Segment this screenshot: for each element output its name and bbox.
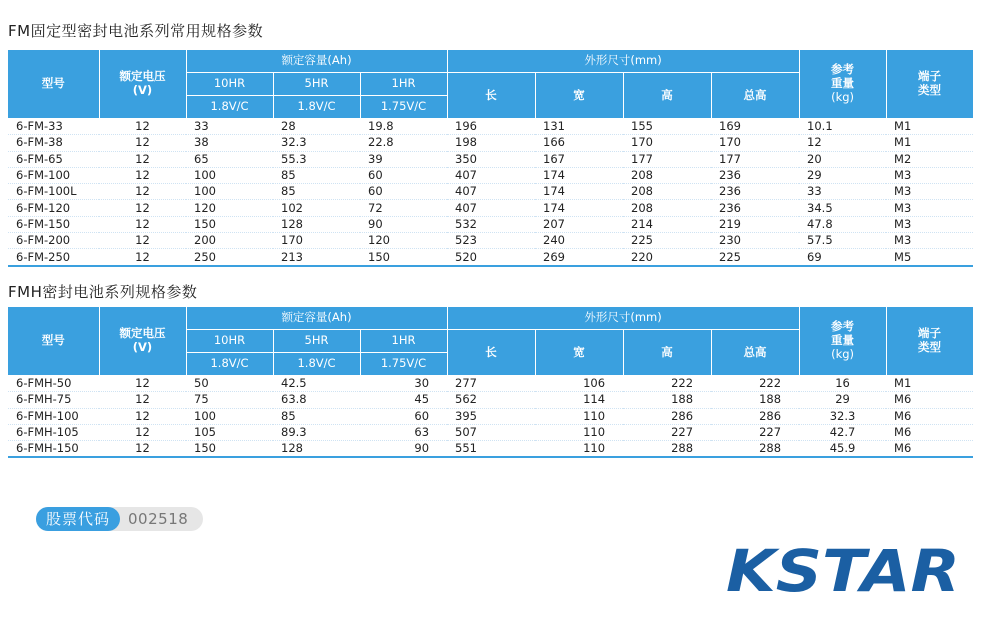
table-cell: 45 — [360, 392, 447, 408]
header-voltage-unit: (V) — [132, 340, 153, 354]
table-cell: 69 — [799, 249, 886, 266]
table-cell: 38 — [186, 135, 273, 151]
table-cell: 236 — [711, 200, 799, 216]
table-cell: 219 — [711, 216, 799, 232]
header-rate-1hr: 1HR — [360, 73, 447, 96]
table-cell: 150 — [186, 216, 273, 232]
table-cell: 198 — [447, 135, 535, 151]
table-cell: 128 — [273, 441, 360, 458]
table1-title: FM固定型密封电池系列常用规格参数 — [8, 22, 264, 40]
table-cell: 6-FMH-100 — [8, 408, 99, 424]
header-length: 长 — [447, 73, 535, 119]
table-cell: 90 — [360, 216, 447, 232]
header-terminal-l1: 端子 — [918, 69, 942, 84]
table-cell: 286 — [711, 408, 799, 424]
header-endvolt-10hr: 1.8V/C — [186, 353, 273, 376]
table-cell: 110 — [535, 424, 623, 440]
table-row — [8, 184, 973, 200]
table-cell: 100 — [186, 184, 273, 200]
table-cell: 12 — [99, 249, 186, 266]
table-cell: 12 — [799, 135, 886, 151]
table-row — [8, 249, 973, 266]
table-cell: 177 — [711, 151, 799, 167]
header-terminal-l1: 端子 — [918, 326, 942, 341]
table-cell: 106 — [535, 376, 623, 392]
header-voltage — [99, 50, 186, 119]
table-cell: 47.8 — [799, 216, 886, 232]
stock-code-label: 股票代码 — [36, 507, 120, 531]
table-cell: 196 — [447, 119, 535, 135]
table-cell: 6-FM-200 — [8, 233, 99, 249]
table-cell: M5 — [886, 249, 973, 266]
table-cell: 174 — [535, 184, 623, 200]
table-cell: 170 — [273, 233, 360, 249]
header-endvolt-10hr: 1.8V/C — [186, 96, 273, 119]
table-cell: 114 — [535, 392, 623, 408]
table-cell: M1 — [886, 376, 973, 392]
table-cell: 520 — [447, 249, 535, 266]
table-cell: 100 — [186, 408, 273, 424]
table-cell: 166 — [535, 135, 623, 151]
table-cell: 85 — [273, 184, 360, 200]
table-cell: 286 — [623, 408, 711, 424]
table-cell: 208 — [623, 184, 711, 200]
table-cell: 60 — [360, 167, 447, 183]
table-cell: M2 — [886, 151, 973, 167]
table-cell: 90 — [360, 441, 447, 458]
header-rate-10hr: 10HR — [186, 73, 273, 96]
header-terminal — [886, 50, 973, 119]
table-cell: 407 — [447, 200, 535, 216]
header-capacity: 额定容量(Ah) — [186, 307, 447, 330]
table-cell: 33 — [799, 184, 886, 200]
table-cell: 32.3 — [273, 135, 360, 151]
table-cell: 150 — [186, 441, 273, 458]
header-terminal-l2: 类型 — [918, 340, 942, 354]
table-row — [8, 167, 973, 183]
table-cell: 12 — [99, 216, 186, 232]
table-cell: 225 — [623, 233, 711, 249]
header-weight — [799, 50, 886, 119]
table-cell: 227 — [623, 424, 711, 440]
table-cell: 6-FMH-150 — [8, 441, 99, 458]
header-terminal-l2: 类型 — [918, 83, 942, 97]
table-cell: 85 — [273, 167, 360, 183]
table-cell: 75 — [186, 392, 273, 408]
table-cell: 225 — [711, 249, 799, 266]
header-weight-l3: (kg) — [831, 89, 855, 104]
table-cell: M3 — [886, 167, 973, 183]
header-voltage — [99, 307, 186, 376]
table-cell: 89.3 — [273, 424, 360, 440]
table-cell: 110 — [535, 408, 623, 424]
table-cell: 240 — [535, 233, 623, 249]
table-cell: 30 — [360, 376, 447, 392]
table-cell: 236 — [711, 184, 799, 200]
header-width: 宽 — [535, 73, 623, 119]
table-cell: 12 — [99, 376, 186, 392]
table-cell: 60 — [360, 408, 447, 424]
table-cell: 32.3 — [799, 408, 886, 424]
table-cell: 6-FM-33 — [8, 119, 99, 135]
table-row — [8, 135, 973, 151]
table-cell: 6-FM-150 — [8, 216, 99, 232]
table-cell: 39 — [360, 151, 447, 167]
table-cell: M6 — [886, 441, 973, 458]
table-cell: 150 — [360, 249, 447, 266]
table-cell: 214 — [623, 216, 711, 232]
table-row — [8, 408, 973, 424]
table-cell: 269 — [535, 249, 623, 266]
table-cell: 177 — [623, 151, 711, 167]
header-total-height: 总高 — [711, 330, 799, 376]
table-cell: 110 — [535, 441, 623, 458]
header-weight-l2: 重量 — [831, 333, 855, 348]
table-row — [8, 441, 973, 458]
stock-code-value: 002518 — [128, 510, 189, 528]
table-cell: 100 — [186, 167, 273, 183]
header-voltage-label: 额定电压 — [119, 326, 166, 341]
table-cell: 407 — [447, 167, 535, 183]
header-endvolt-5hr: 1.8V/C — [273, 353, 360, 376]
header-weight-l1: 参考 — [831, 319, 855, 334]
table-cell: 227 — [711, 424, 799, 440]
table-cell: 50 — [186, 376, 273, 392]
logo-text: KSTAR — [726, 541, 960, 597]
table-cell: 105 — [186, 424, 273, 440]
header-model: 型号 — [8, 307, 99, 376]
table-cell: 57.5 — [799, 233, 886, 249]
header-endvolt-5hr: 1.8V/C — [273, 96, 360, 119]
fm-table-body — [8, 119, 973, 266]
table-cell: 222 — [711, 376, 799, 392]
table2-title: FMH密封电池系列规格参数 — [8, 283, 198, 301]
table-cell: 131 — [535, 119, 623, 135]
table-cell: 288 — [623, 441, 711, 458]
table-cell: 55.3 — [273, 151, 360, 167]
header-weight-l2: 重量 — [831, 76, 855, 91]
table-row — [8, 392, 973, 408]
table-cell: 250 — [186, 249, 273, 266]
table-cell: 6-FMH-50 — [8, 376, 99, 392]
table-cell: 12 — [99, 184, 186, 200]
table-cell: 6-FMH-75 — [8, 392, 99, 408]
table-cell: 12 — [99, 167, 186, 183]
kstar-logo — [726, 541, 962, 597]
header-voltage-unit: (V) — [132, 83, 153, 97]
fm-spec-table — [8, 50, 974, 267]
table-cell: 33 — [186, 119, 273, 135]
stock-code-badge — [36, 507, 203, 531]
header-width: 宽 — [535, 330, 623, 376]
table-cell: M6 — [886, 392, 973, 408]
header-rate-5hr: 5HR — [273, 73, 360, 96]
table-cell: 222 — [623, 376, 711, 392]
header-terminal — [886, 307, 973, 376]
table-cell: 12 — [99, 441, 186, 458]
table-cell: 12 — [99, 408, 186, 424]
table-cell: 288 — [711, 441, 799, 458]
header-weight-l3: (kg) — [831, 346, 855, 361]
table-cell: 6-FMH-105 — [8, 424, 99, 440]
table-cell: 22.8 — [360, 135, 447, 151]
table-row — [8, 151, 973, 167]
table-cell: 350 — [447, 151, 535, 167]
table-cell: 19.8 — [360, 119, 447, 135]
table-cell: 12 — [99, 392, 186, 408]
table-cell: 120 — [186, 200, 273, 216]
table-cell: M3 — [886, 200, 973, 216]
table-cell: 551 — [447, 441, 535, 458]
table-cell: 169 — [711, 119, 799, 135]
header-endvolt-1hr: 1.75V/C — [360, 96, 447, 119]
table-cell: 12 — [99, 119, 186, 135]
table-cell: 63 — [360, 424, 447, 440]
header-height: 高 — [623, 73, 711, 119]
table-cell: 188 — [711, 392, 799, 408]
table-cell: 20 — [799, 151, 886, 167]
table-cell: 170 — [711, 135, 799, 151]
table-cell: 407 — [447, 184, 535, 200]
table-cell: M6 — [886, 424, 973, 440]
table-cell: 207 — [535, 216, 623, 232]
table-cell: 45.9 — [799, 441, 886, 458]
table-cell: M1 — [886, 135, 973, 151]
table-cell: 12 — [99, 424, 186, 440]
table-cell: 42.7 — [799, 424, 886, 440]
header-rate-10hr: 10HR — [186, 330, 273, 353]
table-cell: 507 — [447, 424, 535, 440]
table-cell: 6-FM-120 — [8, 200, 99, 216]
table-row — [8, 424, 973, 440]
table-cell: 208 — [623, 200, 711, 216]
table-cell: 12 — [99, 151, 186, 167]
table-cell: 12 — [99, 200, 186, 216]
table-cell: M6 — [886, 408, 973, 424]
table-cell: 170 — [623, 135, 711, 151]
table-cell: 29 — [799, 392, 886, 408]
header-dimensions: 外形尺寸(mm) — [447, 307, 799, 330]
table-cell: 16 — [799, 376, 886, 392]
table-cell: 63.8 — [273, 392, 360, 408]
header-voltage-label: 额定电压 — [119, 69, 166, 84]
header-rate-1hr: 1HR — [360, 330, 447, 353]
table-cell: 532 — [447, 216, 535, 232]
table-cell: 120 — [360, 233, 447, 249]
table-cell: 6-FM-65 — [8, 151, 99, 167]
table-cell: 230 — [711, 233, 799, 249]
table-cell: 167 — [535, 151, 623, 167]
table-cell: 42.5 — [273, 376, 360, 392]
header-weight — [799, 307, 886, 376]
table-cell: 12 — [99, 135, 186, 151]
header-length: 长 — [447, 330, 535, 376]
table-cell: 188 — [623, 392, 711, 408]
table-cell: 155 — [623, 119, 711, 135]
table-cell: 6-FM-100L — [8, 184, 99, 200]
table-cell: 6-FM-250 — [8, 249, 99, 266]
table-cell: 6-FM-100 — [8, 167, 99, 183]
table-cell: 102 — [273, 200, 360, 216]
table-cell: M3 — [886, 216, 973, 232]
header-model: 型号 — [8, 50, 99, 119]
table-cell: 208 — [623, 167, 711, 183]
header-height: 高 — [623, 330, 711, 376]
fmh-table-body — [8, 376, 973, 458]
table-cell: 6-FM-38 — [8, 135, 99, 151]
table-cell: 34.5 — [799, 200, 886, 216]
table-cell: 65 — [186, 151, 273, 167]
table-cell: 174 — [535, 167, 623, 183]
table-row — [8, 376, 973, 392]
table-cell: 12 — [99, 233, 186, 249]
table-cell: 277 — [447, 376, 535, 392]
header-rate-5hr: 5HR — [273, 330, 360, 353]
table-cell: 200 — [186, 233, 273, 249]
table-cell: 128 — [273, 216, 360, 232]
table-cell: M1 — [886, 119, 973, 135]
table-cell: 523 — [447, 233, 535, 249]
table-cell: M3 — [886, 233, 973, 249]
table-cell: 72 — [360, 200, 447, 216]
table-cell: 29 — [799, 167, 886, 183]
header-dimensions: 外形尺寸(mm) — [447, 50, 799, 73]
table-cell: 220 — [623, 249, 711, 266]
table-cell: 28 — [273, 119, 360, 135]
table-cell: 562 — [447, 392, 535, 408]
fmh-spec-table — [8, 307, 974, 458]
table-cell: M3 — [886, 184, 973, 200]
header-endvolt-1hr: 1.75V/C — [360, 353, 447, 376]
table-cell: 236 — [711, 167, 799, 183]
table-cell: 85 — [273, 408, 360, 424]
table-row — [8, 216, 973, 232]
table-cell: 395 — [447, 408, 535, 424]
table-row — [8, 233, 973, 249]
header-capacity: 额定容量(Ah) — [186, 50, 447, 73]
table-cell: 213 — [273, 249, 360, 266]
table-row — [8, 200, 973, 216]
table-cell: 10.1 — [799, 119, 886, 135]
table-cell: 60 — [360, 184, 447, 200]
table-cell: 174 — [535, 200, 623, 216]
table-row — [8, 119, 973, 135]
header-total-height: 总高 — [711, 73, 799, 119]
header-weight-l1: 参考 — [831, 62, 855, 77]
